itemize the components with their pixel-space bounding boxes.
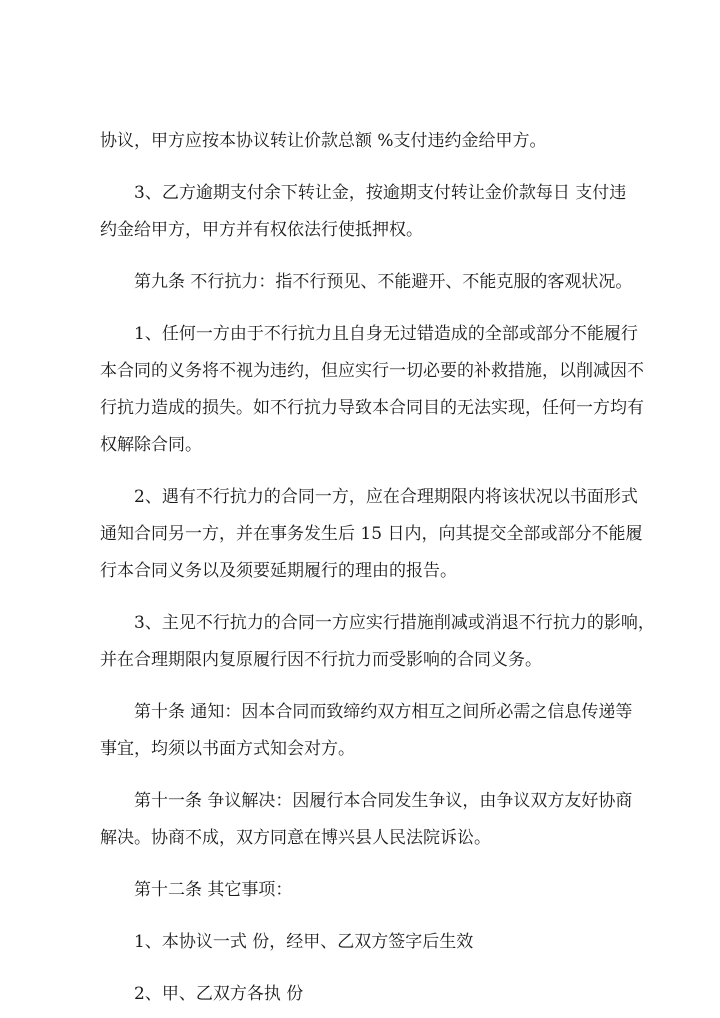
paragraph (100, 605, 660, 679)
text-line: 权解除合同。 (100, 435, 202, 455)
paragraph (100, 316, 660, 464)
document-body (100, 123, 660, 1013)
paragraph (100, 264, 660, 301)
text-line: 通知合同另一方，并在事务发生后 15 日内，向其提交全部或部分不能履 (100, 524, 643, 544)
text-line: 本合同的义务将不视为违约，但应实行一切必要的补救措施，以削减因不 (100, 361, 644, 381)
text-line: 第九条 不行抗力：指不行预见、不能避开、不能克服的客观状况。 (134, 272, 633, 292)
text-line: 约金给甲方，甲方并有权依法行使抵押权。 (100, 220, 423, 240)
text-line: 2、遇有不行抗力的合同一方，应在合理期限内将该状况以书面形式 (134, 487, 638, 507)
text-line: 第十二条 其它事项： (134, 880, 293, 900)
paragraph (100, 924, 660, 961)
text-line: 3、主见不行抗力的合同一方应实行措施削减或消退不行抗力的影响， (134, 613, 655, 633)
text-line: 3、乙方逾期支付余下转让金，按逾期支付转让金价款每日 支付违 (134, 183, 627, 203)
paragraph (100, 175, 660, 249)
paragraph (100, 479, 660, 590)
paragraph (100, 694, 660, 768)
text-line: 协议，甲方应按本协议转让价款总额 %支付违约金给甲方。 (100, 131, 547, 151)
paragraph (100, 872, 660, 909)
text-line: 并在合理期限内复原履行因不行抗力而受影响的合同义务。 (100, 650, 542, 670)
text-line: 第十条 通知：因本合同而致缔约双方相互之间所必需之信息传递等 (134, 702, 633, 722)
text-line: 行抗力造成的损失。如不行抗力导致本合同目的无法实现，任何一方均有 (100, 398, 644, 418)
text-line: 解决。协商不成，双方同意在博兴县人民法院诉讼。 (100, 828, 491, 848)
paragraph (100, 123, 660, 160)
text-line: 2、甲、乙双方各执 份 (134, 984, 304, 1004)
text-line: 第十一条 争议解决：因履行本合同发生争议，由争议双方友好协商 (134, 791, 633, 811)
paragraph (100, 976, 660, 1013)
text-line: 行本合同义务以及须要延期履行的理由的报告。 (100, 561, 457, 581)
text-line: 1、本协议一式 份，经甲、乙双方签字后生效 (134, 932, 474, 952)
paragraph (100, 783, 660, 857)
text-line: 事宜，均须以书面方式知会对方。 (100, 739, 355, 759)
text-line: 1、任何一方由于不行抗力且自身无过错造成的全部或部分不能履行 (134, 324, 638, 344)
